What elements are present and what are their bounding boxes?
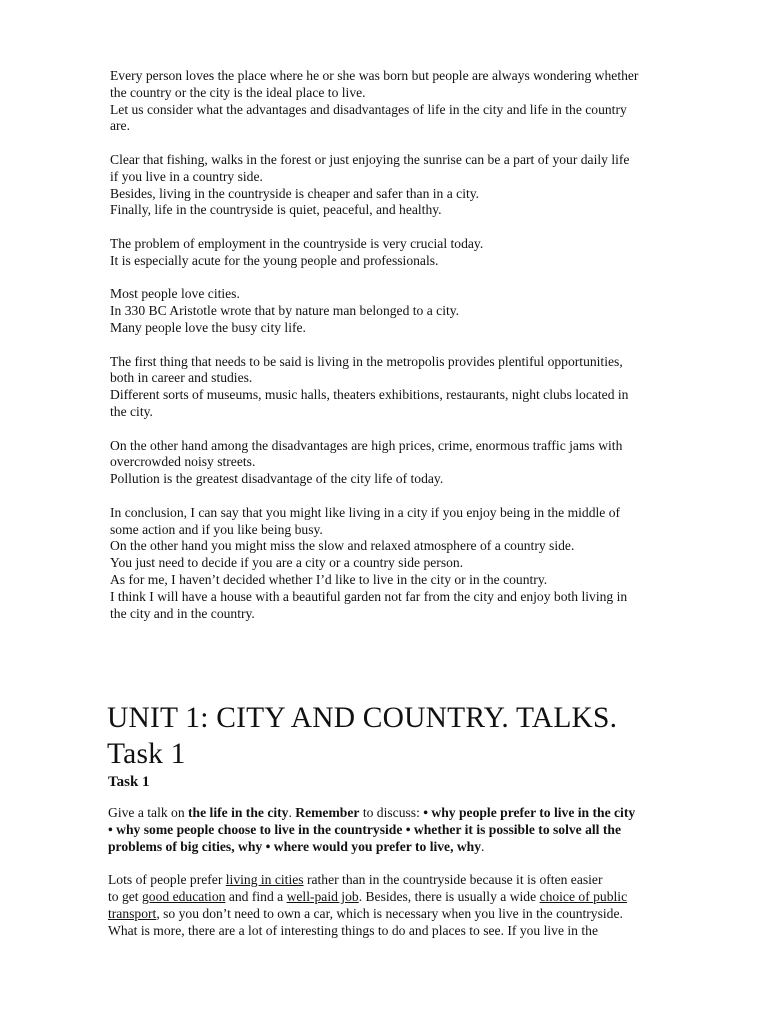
essay-paragraph xyxy=(110,505,720,623)
link-good-education[interactable]: good education xyxy=(141,888,226,904)
essay-line: Different sorts of museums, music halls, theaters exhibitions, restaurants, night clubs located in xyxy=(110,387,629,403)
link-living-in-cities[interactable]: living in cities xyxy=(225,872,304,888)
essay-line: The first thing that needs to be said is living in the metropolis provides plentiful opportunities, xyxy=(110,353,623,369)
essay-line: Finally, life in the countryside is quiet, peaceful, and healthy. xyxy=(110,202,442,218)
essay-line: Every person loves the place where he or she was born but people are always wondering whether xyxy=(110,68,639,83)
answer-line: to get good education and find a well-paid job. Besides, there is usually a wide choice of public xyxy=(108,888,628,904)
unit-title-line-1: UNIT 1: CITY AND COUNTRY. TALKS. xyxy=(107,702,618,734)
instruction-line: Give a talk on the life in the city. Remember to discuss: • why people prefer to live in the city xyxy=(108,805,636,820)
essay-paragraph xyxy=(110,236,720,270)
essay-line: Besides, living in the countryside is cheaper and safer than in a city. xyxy=(110,185,480,201)
task-subheading: Task 1 xyxy=(108,774,150,790)
essay-line: In 330 BC Aristotle wrote that by nature man belonged to a city. xyxy=(110,303,460,319)
essay-line: As for me, I haven’t decided whether I’d like to live in the city or in the country. xyxy=(110,571,548,587)
essay-line: Pollution is the greatest disadvantage of the city life of today. xyxy=(110,471,444,487)
essay-line: the country or the city is the ideal place to live. xyxy=(110,84,366,100)
essay-text xyxy=(110,68,720,639)
essay-paragraph xyxy=(110,354,720,421)
essay-line: some action and if you like being busy. xyxy=(110,521,323,537)
unit-title xyxy=(107,700,747,772)
essay-line: The problem of employment in the countryside is very crucial today. xyxy=(110,235,484,251)
instruction-line: • why some people choose to live in the countryside • whether it is possible to solve all the xyxy=(108,821,621,837)
essay-paragraph xyxy=(110,152,720,219)
essay-line: On the other hand you might miss the slow and relaxed atmosphere of a country side. xyxy=(110,538,575,554)
essay-line: the city. xyxy=(110,403,153,419)
essay-line: the city and in the country. xyxy=(110,605,255,621)
answer-line: Lots of people prefer living in cities rather than in the countryside because it is often easier xyxy=(108,872,603,888)
essay-paragraph xyxy=(110,286,720,336)
essay-line: I think I will have a house with a beautiful garden not far from the city and enjoy both living in xyxy=(110,588,628,604)
answer-line: transport, so you don’t need to own a car, which is necessary when you live in the countryside. xyxy=(108,905,623,921)
essay-line: are. xyxy=(110,118,130,134)
essay-line: In conclusion, I can say that you might like living in a city if you enjoy being in the middle of xyxy=(110,504,621,520)
essay-line: Most people love cities. xyxy=(110,286,240,302)
task-body xyxy=(108,805,708,956)
essay-line: Let us consider what the advantages and disadvantages of life in the city and life in the country xyxy=(110,101,627,117)
essay-paragraph xyxy=(110,68,720,135)
essay-line: overcrowded noisy streets. xyxy=(110,454,256,470)
link-choice-of-public-transport[interactable]: choice of public xyxy=(539,888,628,904)
essay-line: if you live in a country side. xyxy=(110,168,263,184)
answer-paragraph xyxy=(108,872,708,939)
link-well-paid-job[interactable]: well-paid job xyxy=(286,888,359,904)
task-instructions xyxy=(108,805,708,855)
answer-line: What is more, there are a lot of interesting things to do and places to see. If you live in the xyxy=(108,922,598,938)
essay-line: On the other hand among the disadvantages are high prices, crime, enormous traffic jams with xyxy=(110,437,623,453)
essay-line: both in career and studies. xyxy=(110,370,253,386)
link-transport[interactable]: transport xyxy=(108,905,157,921)
essay-line: It is especially acute for the young people and professionals. xyxy=(110,252,439,268)
unit-title-line-2: Task 1 xyxy=(107,738,186,770)
essay-paragraph xyxy=(110,438,720,488)
instruction-line: problems of big cities, why • where would you prefer to live, why. xyxy=(108,838,485,854)
essay-line: You just need to decide if you are a city or a country side person. xyxy=(110,555,464,571)
essay-line: Many people love the busy city life. xyxy=(110,319,306,335)
essay-line: Clear that fishing, walks in the forest or just enjoying the sunrise can be a part of your daily life xyxy=(110,151,630,167)
